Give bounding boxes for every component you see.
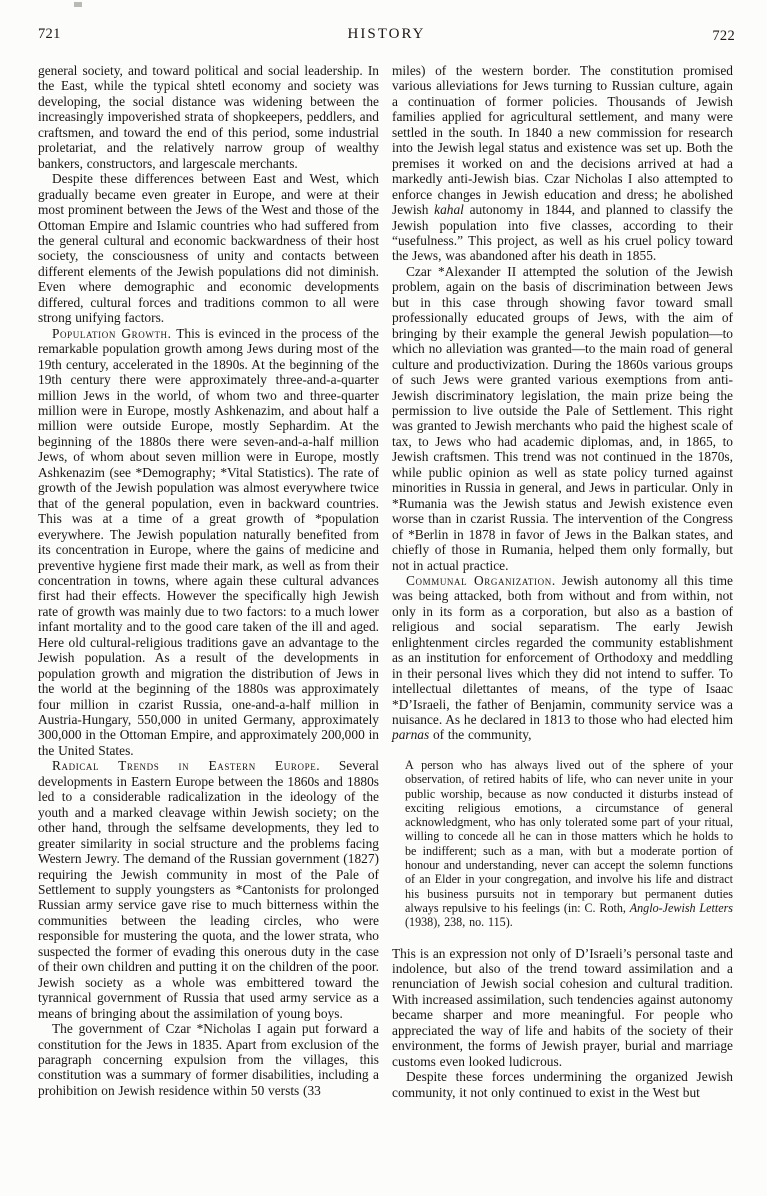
text-segment: This is evinced in the process of the remarkable population growth among Jews during most of the 19th century, accelerated in the 1890s. At the beginning of the 19th century there were approximately three-and-a-quarter million Jews in the world, of whom two and three-quarter million were in Europe, mostly Ashkenazim, and about half a million were outside Europe, mostly Sephardim. At the beginning of the 1880s there were seven-and-a-half million Jews, of whom about seven million were in Europe, mostly Ashkenazim (see *Demography; *Vital Statistics). The rate of growth of the Jewish population was almost everywhere twice that of the general population, even in backward countries. This was at a time of a great growth of *population everywhere. The Jewish population naturally benefited from its concentration in Europe, where the gains of medicine and preventive hygiene first made their mark, as well as from their concentration in towns, where again these cultural advances first had their effects. However the specifically high Jewish rate of growth was mainly due to two factors: to a much lower infant mortality and to the good care taken of the ill and aged. Here old cultural-religious traditions gave an advantage to the Jewish population. As a result of the developments in population growth and migration the distribution of Jews in the world at the beginning of the 1880s was approximately four million in czarist Russia, one-and-a-half million in Austria-Hungary, 550,000 in united Germany, approximately 300,000 in the Ottoman Empire, and approximately 200,000 in the United States.: [38, 325, 379, 758]
page-number-right: 722: [712, 28, 735, 44]
paragraph: [38, 326, 379, 759]
text-segment: Despite these forces undermining the organized Jewish community, it not only continued to exist in the West but: [392, 1069, 733, 1100]
paragraph: [392, 946, 733, 1070]
paragraph: [392, 63, 733, 264]
page-number-left: 721: [38, 26, 61, 42]
paragraph: [38, 1021, 379, 1098]
text-segment: general society, and toward political and social leadership. In the East, while the typical shtetl economy and society was developing, the social distance was widening between the increasingly impoverished strata of shopkeepers, peddlers, and craftsmen, and toward the end of this period, some industrial proletariat, and the relatively narrow group of wealthy bankers, constructors, and largescale merchants.: [38, 63, 379, 171]
paragraph: [38, 171, 379, 326]
text-columns: [38, 63, 733, 1100]
paragraph: [38, 758, 379, 1021]
left-column: [38, 63, 379, 1100]
text-segment: Several developments in Eastern Europe between the 1860s and 1880s led to a considerable radicalization in the ideology of the youth and a marked cleavage within Jewish society; on the other hand, through the selfsame developments, they led to greater similarity in social structure and the problems facing Western Jewry. The demand of the Russian government (1827) requiring the Jewish community in most of the Pale of Settlement to supply youngsters as *Cantonists for prolonged Russian army service gave rise to much bitterness within the communities between the leading circles, who were responsible for mustering the quota, and the lower strata, who suspected the former of evading this onerous duty in the case of their own children and putting it on the children of the poor. Jewish society as a whole was embittered toward the tyrannical government of Russia that used army service as a means of bringing about the assimilation of young boys.: [38, 758, 379, 1021]
page-header: [38, 26, 735, 46]
text-segment: The government of Czar *Nicholas I again put forward a constitution for the Jews in 1835. Apart from exclusion of the paragraph concerning expulsion from the villages, this constitution was a summary of former disabilities, including a prohibition on Jewish residence within 50 versts (33: [38, 1021, 379, 1098]
text-segment: A person who has always lived out of the sphere of your observation, of retired habits of life, who can never unite in your public worship, because as now conducted it disturbs instead of exciting religious emotions, a circumstance of general acknowledgment, who has only tolerated some part of your ritual, willing to concede all he can in those matters which he holds to be indifferent; such as a man, with but a moderate portion of honour and understanding, never can accept the solemn functions of an Elder in your congregation, and involve his life and distract his business pursuits not in temporary but permanent duties always repulsive to his feelings (in: C. Roth,: [405, 757, 733, 915]
block-quote: [392, 758, 733, 930]
running-title: HISTORY: [347, 26, 426, 42]
text-segment: kahal: [434, 202, 464, 218]
section-heading: Communal Organization.: [406, 572, 556, 588]
text-segment: Anglo-Jewish Letters: [629, 900, 734, 915]
text-segment: miles) of the western border. The constitution promised various alleviations for Jews turning to Russian culture, again a continuation of former policies. Thousands of Jewish families applied for agricultural settlement, and many were settled in the south. In 1840 a new commission for research into the Jewish legal status and existence was set up. Both the premises it worked on and the decisions arrived at had a markedly anti-Jewish bias. Czar Nicholas I also attempted to enforce changes in Jewish education and dress; he abolished Jewish: [392, 63, 733, 218]
section-heading: Population Growth.: [52, 325, 172, 341]
text-segment: of the community,: [429, 727, 532, 743]
text-segment: parnas: [392, 727, 430, 743]
text-segment: (1938), 238, no. 115).: [405, 915, 513, 930]
paragraph: [392, 264, 733, 573]
scan-artifact: [74, 2, 82, 7]
text-segment: Czar *Alexander II attempted the solution of the Jewish problem, again on the basis of discrimination between Jews but in this case through showing favor toward small professionally educated groups of Jews, with the aim of bringing by their example the general Jewish population—to which no alleviation was granted—to the main road of general culture and productivization. During the 1860s various groups of such Jews were granted various exemptions from anti-Jewish discriminatory legislation, the main prize being the permission to live outside the Pale of Settlement. This right was granted to Jewish merchants who paid the highest scale of tax, to Jews who had academic diplomas, and, in 1865, to Jewish craftsmen. This trend was not continued in the 1870s, while public opinion as well as state policy turned against minorities in Russia in general, and Jews in particular. Only in *Rumania was the Jewish status and Jewish existence even worse than in czarist Russia. The intervention of the Congress of *Berlin in 1878 in favor of Jews in the Balkan states, and chiefly of those in Rumania, helped them only formally, but not in actual practice.: [392, 263, 733, 573]
text-segment: autonomy in 1844, and planned to classify the Jewish population into five classes, according to their “usefulness.” This project, as well as his cruel policy toward the Jews, was abandoned after his death in 1855.: [392, 202, 734, 264]
paragraph: [392, 573, 733, 743]
text-segment: This is an expression not only of D’Israeli’s personal taste and indolence, but also of the trend toward assimilation and a renunciation of Jewish social cohesion and cultural tradition. With increased assimilation, such tendencies against autonomy became sharper and more meaningful. For people who appreciated the way of life and habits of the society of their environment, the forms of Jewish prayer, burial and marriage customs even looked ludicrous.: [392, 945, 733, 1069]
paragraph: [392, 1069, 733, 1100]
text-segment: Despite these differences between East and West, which gradually became even greater in Europe, and were at their most prominent between the Jews of the West and those of the Ottoman Empire and Islamic countries who had suffered from the general cultural and economic backwardness of their host society, the consciousness of unity and contacts between different elements of the Jewish populations did not diminish. Even where demographic and economic developments differed, cultural forces and traditions common to all were strong unifying factors.: [38, 171, 379, 326]
paragraph: [38, 63, 379, 171]
text-segment: Jewish autonomy all this time was being attacked, both from without and from within, not only in its form as a corporation, but also as a bastion of religious and social separatism. The early Jewish enlightenment circles regarded the community establishment as an institution for enforcement of Orthodoxy and meddling in their personal lives which they did not intend to suffer. To intellectual dilettantes of means, of the type of Isaac *D’Israeli, the father of Benjamin, community service was a nuisance. As he declared in 1813 to those who had elected him: [392, 572, 733, 728]
right-column: [392, 63, 733, 1100]
section-heading: Radical Trends in Eastern Europe.: [52, 758, 321, 774]
